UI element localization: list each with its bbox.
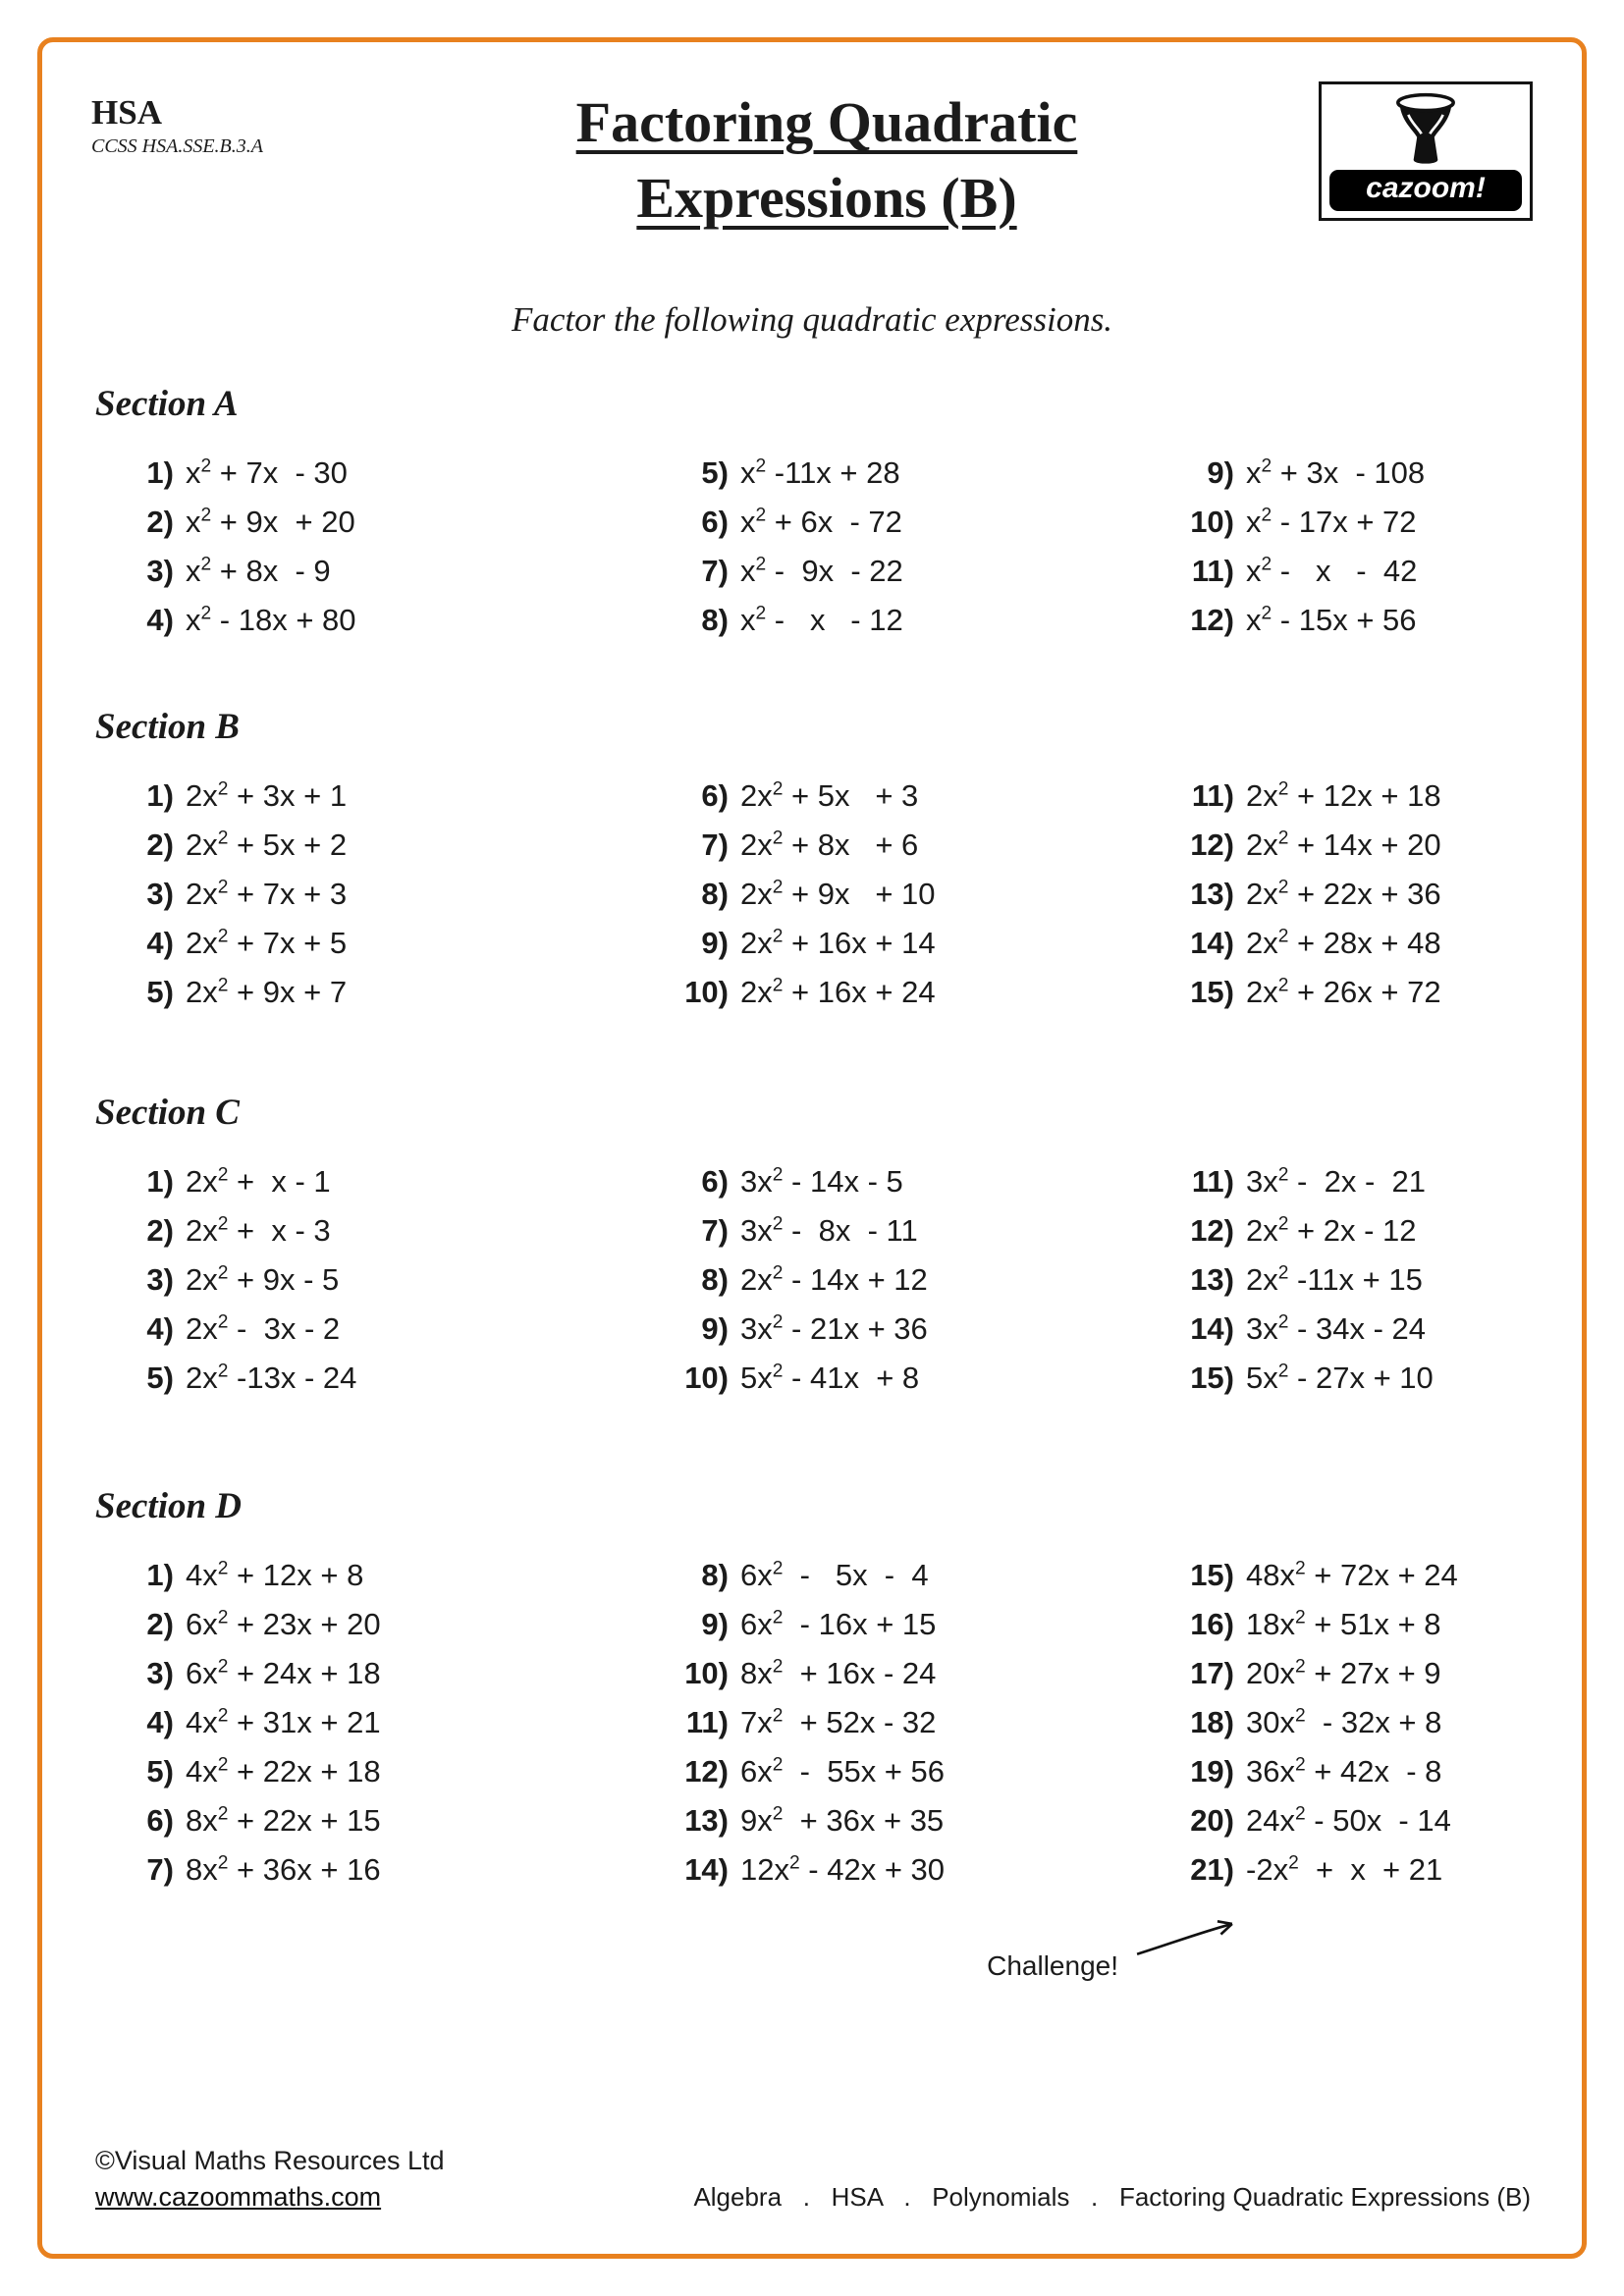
problem-expression: $-2x^2 + x + 21$: [1246, 1852, 1443, 1888]
problem-row: [117, 870, 672, 919]
problem-number: 3): [146, 1656, 174, 1691]
problem-expression: $2x^2 + 9x + 7$: [186, 975, 348, 1010]
problem-number: 9): [701, 1607, 729, 1642]
worksheet-page: [37, 37, 1587, 2259]
ccss-reference: CCSS HSA.SSE.B.3.A: [91, 135, 263, 157]
header: [91, 81, 1533, 236]
problem-row: [672, 1255, 1177, 1305]
problem-number: 9): [701, 1311, 729, 1347]
problem-number: 8): [701, 1558, 729, 1593]
problem-number: 4): [146, 603, 174, 638]
problem-expression: $2x^2 + 8x + 6$: [740, 828, 919, 863]
problem-expression: $6x^2 + 23x + 20$: [186, 1607, 381, 1642]
problem-expression: $2x^2 + 9x - 5$: [186, 1262, 340, 1298]
problem-row: [117, 1698, 672, 1747]
problem-number: 14): [1190, 1311, 1234, 1347]
problem-row: [672, 968, 1177, 1017]
problem-expression: $36x^2 + 42x - 8$: [1246, 1754, 1442, 1789]
problem-column: [117, 1551, 672, 1895]
problem-number: 5): [146, 975, 174, 1010]
section-a-label: Section A: [95, 384, 239, 425]
problem-expression: $2x^2 + 2x - 12$: [1246, 1213, 1417, 1249]
problem-expression: $9x^2 + 36x + 35$: [740, 1803, 945, 1839]
problem-row: [117, 1600, 672, 1649]
problem-row: [117, 919, 672, 968]
problem-row: [672, 1649, 1177, 1698]
problem-number: 7): [146, 1852, 174, 1888]
problem-number: 7): [701, 554, 729, 589]
problem-number: 21): [1190, 1852, 1234, 1888]
problem-column: [1177, 1551, 1533, 1895]
problem-number: 15): [1190, 1558, 1234, 1593]
problem-expression: $6x^2 + 24x + 18$: [186, 1656, 381, 1691]
problem-number: 18): [1190, 1705, 1234, 1740]
problem-number: 11): [1191, 778, 1234, 814]
section-b-problems: [91, 772, 1533, 1017]
problem-number: 1): [146, 455, 174, 491]
problem-expression: $6x^2 - 55x + 56$: [740, 1754, 946, 1789]
problem-expression: $x^2 + 9x + 20$: [186, 505, 355, 540]
problem-column: [672, 449, 1177, 645]
problem-number: 13): [684, 1803, 729, 1839]
problem-row: [1177, 498, 1533, 547]
problem-number: 6): [701, 778, 729, 814]
problem-number: 14): [684, 1852, 729, 1888]
problem-expression: $4x^2 + 22x + 18$: [186, 1754, 381, 1789]
problem-row: [117, 772, 672, 821]
website-link[interactable]: www.cazoommaths.com: [95, 2182, 382, 2212]
problem-row: [117, 1354, 672, 1403]
problem-row: [117, 1157, 672, 1206]
section-c-problems: [91, 1157, 1533, 1403]
problem-number: 11): [1191, 1164, 1234, 1200]
problem-expression: $2x^2 + 5x + 2$: [186, 828, 348, 863]
problem-number: 12): [1190, 1213, 1234, 1249]
standard-block: [91, 81, 352, 158]
problem-number: 1): [146, 778, 174, 814]
problem-row: [672, 596, 1177, 645]
problem-number: 16): [1190, 1607, 1234, 1642]
problem-row: [117, 968, 672, 1017]
problem-expression: $x^2$ -11x + 28: [740, 455, 900, 491]
section-c: [91, 1092, 1533, 1403]
footer-left: [95, 2146, 445, 2213]
problem-column: [1177, 772, 1533, 1017]
problem-expression: $3x^2 - 34x - 24$: [1246, 1311, 1426, 1347]
problem-expression: $x^2$ - x - 42: [1246, 554, 1418, 589]
problem-number: 15): [1190, 975, 1234, 1010]
problem-expression: $2x^2 + 16x + 24$: [740, 975, 936, 1010]
cazoom-logo: [1319, 81, 1533, 221]
problem-row: [117, 1649, 672, 1698]
problem-expression: $2x^2 + 16x + 14$: [740, 926, 936, 961]
challenge-arrow-icon: [1130, 1916, 1246, 1982]
section-a-problems: [91, 449, 1533, 645]
problem-column: [117, 772, 672, 1017]
problem-row: [1177, 1698, 1533, 1747]
section-c-label: Section C: [95, 1093, 240, 1134]
problem-number: 2): [146, 1213, 174, 1249]
problem-column: [1177, 449, 1533, 645]
problem-number: 12): [1190, 828, 1234, 863]
problem-expression: $6x^2 - 5x - 4$: [740, 1558, 929, 1593]
problem-number: 12): [684, 1754, 729, 1789]
problem-column: [117, 449, 672, 645]
problem-expression: $3x^2 - 21x + 36$: [740, 1311, 928, 1347]
problem-row: [1177, 1305, 1533, 1354]
problem-column: [117, 1157, 672, 1403]
problem-row: [117, 821, 672, 870]
problem-expression: $2x^2 + x - 3$: [186, 1213, 331, 1249]
problem-number: 1): [146, 1558, 174, 1593]
problem-number: 13): [1190, 1262, 1234, 1298]
problem-expression: $5x^2 - 27x + 10$: [1246, 1361, 1434, 1396]
problem-number: 2): [146, 828, 174, 863]
problem-number: 2): [146, 505, 174, 540]
problem-number: 3): [146, 554, 174, 589]
problem-row: [672, 1845, 1177, 1895]
problem-row: [1177, 968, 1533, 1017]
problem-row: [117, 1845, 672, 1895]
footer: [91, 2146, 1533, 2213]
problem-number: 5): [146, 1361, 174, 1396]
problem-number: 14): [1190, 926, 1234, 961]
problem-row: [117, 1206, 672, 1255]
problem-expression: $x^2 + 6x - 72$: [740, 505, 902, 540]
problem-row: [672, 870, 1177, 919]
section-d: [91, 1485, 1533, 1895]
problem-expression: $3x^2 - 2x - 21$: [1246, 1164, 1426, 1200]
problem-number: 6): [701, 505, 729, 540]
problem-row: [1177, 1354, 1533, 1403]
problem-number: 6): [701, 1164, 729, 1200]
problem-expression: $3x^2 - 8x - 11$: [740, 1213, 918, 1249]
section-d-label: Section D: [95, 1486, 243, 1527]
problem-number: 10): [684, 975, 729, 1010]
problem-expression: $x^2 - 15x + 56$: [1246, 603, 1417, 638]
problem-number: 15): [1190, 1361, 1234, 1396]
problem-number: 8): [701, 877, 729, 912]
problem-expression: $2x^2 + 7x + 5$: [186, 926, 348, 961]
problem-expression: $2x^2 + 9x + 10$: [740, 877, 936, 912]
problem-column: [672, 1157, 1177, 1403]
problem-number: 7): [701, 1213, 729, 1249]
section-a: [91, 383, 1533, 645]
problem-expression: $2x^2 + 12x + 18$: [1246, 778, 1441, 814]
problem-expression: $2x^2$ -11x + 15: [1246, 1262, 1423, 1298]
problem-number: 7): [701, 828, 729, 863]
problem-expression: $4x^2 + 12x + 8$: [186, 1558, 364, 1593]
topic-breadcrumb: Algebra . HSA . Polynomials . Factoring Quadratic Expressions (B): [693, 2182, 1531, 2212]
challenge-annotation: [91, 1916, 1533, 1982]
problem-expression: $2x^2 + 7x + 3$: [186, 877, 348, 912]
page-title-line2: Expressions (B): [636, 165, 1017, 230]
problem-row: [672, 919, 1177, 968]
problem-expression: $x^2 - 17x + 72$: [1246, 505, 1417, 540]
problem-row: [1177, 449, 1533, 498]
problem-row: [117, 1551, 672, 1600]
problem-row: [117, 498, 672, 547]
challenge-label: Challenge!: [987, 1950, 1118, 1982]
problem-row: [1177, 919, 1533, 968]
problem-expression: $2x^2 + 26x + 72$: [1246, 975, 1441, 1010]
problem-number: 4): [146, 926, 174, 961]
problem-row: [117, 1747, 672, 1796]
problem-row: [1177, 1255, 1533, 1305]
problem-number: 8): [701, 1262, 729, 1298]
problem-row: [117, 1796, 672, 1845]
problem-number: 11): [1191, 554, 1234, 589]
problem-number: 5): [146, 1754, 174, 1789]
problem-number: 3): [146, 877, 174, 912]
problem-row: [672, 498, 1177, 547]
problem-number: 17): [1190, 1656, 1234, 1691]
problem-column: [672, 1551, 1177, 1895]
problem-expression: $2x^2 + 3x + 1$: [186, 778, 348, 814]
problem-expression: $30x^2 - 32x + 8$: [1246, 1705, 1442, 1740]
problem-row: [1177, 1796, 1533, 1845]
problem-expression: $2x^2 + 28x + 48$: [1246, 926, 1441, 961]
problem-expression: $2x^2 + 22x + 36$: [1246, 877, 1441, 912]
problem-expression: $20x^2 + 27x + 9$: [1246, 1656, 1441, 1691]
problem-column: [1177, 1157, 1533, 1403]
problem-expression: $4x^2 + 31x + 21$: [186, 1705, 381, 1740]
problem-expression: $24x^2 - 50x - 14$: [1246, 1803, 1451, 1839]
problem-row: [672, 1157, 1177, 1206]
problem-number: 5): [701, 455, 729, 491]
problem-row: [1177, 772, 1533, 821]
problem-row: [672, 449, 1177, 498]
problem-number: 1): [146, 1164, 174, 1200]
problem-row: [1177, 596, 1533, 645]
problem-row: [1177, 1747, 1533, 1796]
problem-number: 11): [685, 1705, 729, 1740]
problem-row: [1177, 821, 1533, 870]
problem-row: [672, 1206, 1177, 1255]
problem-row: [672, 1698, 1177, 1747]
problem-row: [672, 772, 1177, 821]
problem-number: 12): [1190, 603, 1234, 638]
problem-number: 10): [684, 1361, 729, 1396]
problem-number: 10): [1190, 505, 1234, 540]
standard-code: HSA: [91, 93, 162, 132]
problem-number: 4): [146, 1705, 174, 1740]
page-title-line1: Factoring Quadratic: [575, 90, 1078, 154]
problem-expression: $7x^2 + 52x - 32$: [740, 1705, 937, 1740]
problem-row: [672, 1305, 1177, 1354]
problem-expression: $18x^2 + 51x + 8$: [1246, 1607, 1441, 1642]
section-d-problems: [91, 1551, 1533, 1895]
problem-row: [117, 596, 672, 645]
problem-expression: $8x^2 + 22x + 15$: [186, 1803, 381, 1839]
problem-row: [672, 1551, 1177, 1600]
problem-row: [117, 547, 672, 596]
problem-expression: $x^2 + 7x - 30$: [186, 455, 348, 491]
problem-expression: $8x^2 + 16x - 24$: [740, 1656, 937, 1691]
problem-row: [1177, 1600, 1533, 1649]
problem-column: [672, 772, 1177, 1017]
problem-expression: $2x^2 - 14x + 12$: [740, 1262, 928, 1298]
problem-expression: $x^2 + 3x - 108$: [1246, 455, 1426, 491]
problem-row: [1177, 1649, 1533, 1698]
problem-row: [672, 547, 1177, 596]
problem-row: [1177, 1206, 1533, 1255]
problem-number: 13): [1190, 877, 1234, 912]
problem-row: [117, 449, 672, 498]
problem-row: [672, 1747, 1177, 1796]
problem-expression: $x^2$ - x - 12: [740, 603, 903, 638]
problem-expression: $x^2 - 9x - 22$: [740, 554, 903, 589]
problem-number: 20): [1190, 1803, 1234, 1839]
problem-number: 4): [146, 1311, 174, 1347]
problem-number: 2): [146, 1607, 174, 1642]
instruction-text: Factor the following quadratic expressions.: [511, 300, 1113, 340]
problem-row: [1177, 1845, 1533, 1895]
problem-row: [672, 821, 1177, 870]
problem-expression: $48x^2 + 72x + 24$: [1246, 1558, 1458, 1593]
problem-row: [117, 1305, 672, 1354]
copyright-text: ©Visual Maths Resources Ltd: [95, 2146, 445, 2175]
problem-row: [672, 1600, 1177, 1649]
problem-expression: $2x^2 + 5x + 3$: [740, 778, 919, 814]
problem-expression: $2x^2$ -13x - 24: [186, 1361, 357, 1396]
problem-expression: $2x^2 - 3x - 2$: [186, 1311, 341, 1347]
problem-row: [1177, 1551, 1533, 1600]
problem-number: 19): [1190, 1754, 1234, 1789]
section-b: [91, 706, 1533, 1017]
problem-expression: $12x^2 - 42x + 30$: [740, 1852, 946, 1888]
problem-expression: $8x^2 + 36x + 16$: [186, 1852, 381, 1888]
problem-number: 9): [701, 926, 729, 961]
page-title: [352, 81, 1302, 236]
section-b-label: Section B: [95, 707, 240, 748]
problem-expression: $2x^2 + 14x + 20$: [1246, 828, 1441, 863]
problem-expression: $5x^2 - 41x + 8$: [740, 1361, 920, 1396]
logo-wordmark: cazoom!: [1329, 170, 1522, 211]
problem-expression: $3x^2 - 14x - 5$: [740, 1164, 903, 1200]
problem-expression: $x^2 - 18x + 80$: [186, 603, 356, 638]
problem-row: [672, 1796, 1177, 1845]
problem-expression: $6x^2 - 16x + 15$: [740, 1607, 937, 1642]
problem-number: 9): [1207, 455, 1234, 491]
problem-number: 10): [684, 1656, 729, 1691]
problem-expression: $x^2 + 8x - 9$: [186, 554, 331, 589]
problem-number: 6): [146, 1803, 174, 1839]
problem-row: [1177, 1157, 1533, 1206]
drum-icon: [1329, 92, 1522, 165]
problem-row: [1177, 547, 1533, 596]
problem-number: 8): [701, 603, 729, 638]
problem-row: [672, 1354, 1177, 1403]
problem-row: [1177, 870, 1533, 919]
problem-row: [117, 1255, 672, 1305]
problem-number: 3): [146, 1262, 174, 1298]
problem-expression: $2x^2 + x - 1$: [186, 1164, 331, 1200]
